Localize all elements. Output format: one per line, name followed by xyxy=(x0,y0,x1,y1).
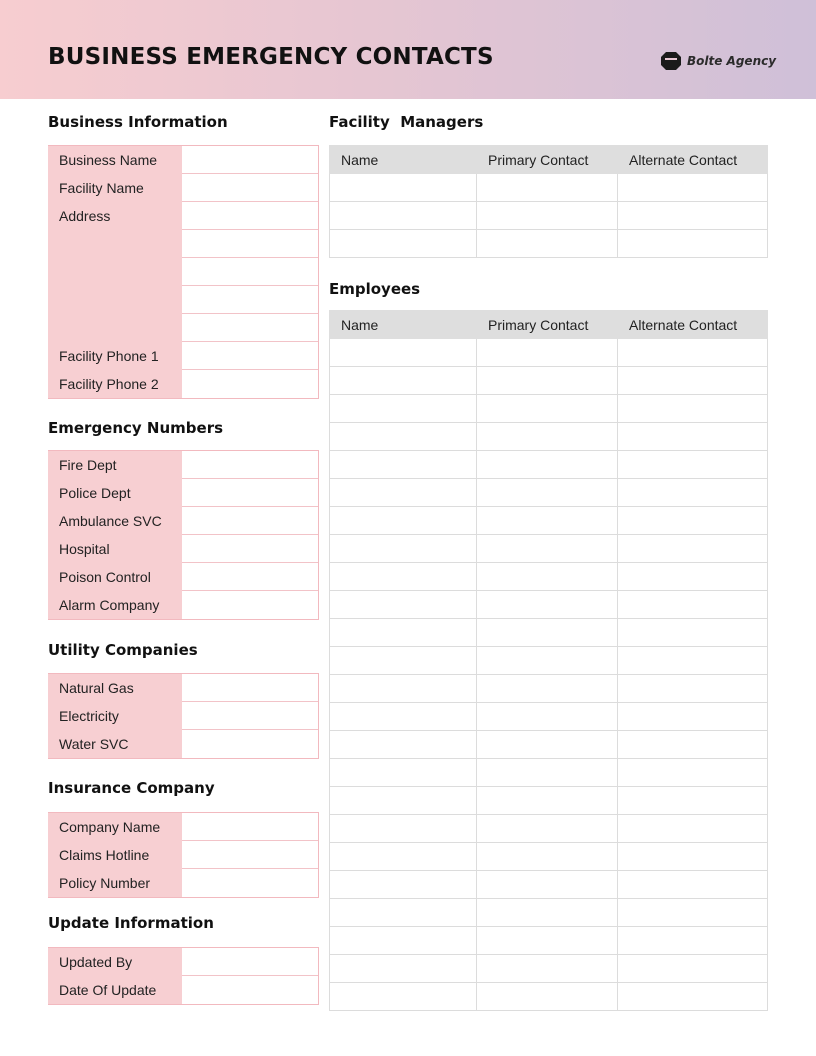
table-cell[interactable] xyxy=(477,703,618,731)
field-value[interactable] xyxy=(182,342,318,370)
table-cell[interactable] xyxy=(330,423,477,451)
brand xyxy=(660,50,776,72)
table-cell[interactable] xyxy=(477,899,618,927)
table-cell[interactable] xyxy=(618,479,768,507)
table-row xyxy=(330,339,768,367)
table-cell[interactable] xyxy=(330,395,477,423)
utility-companies-table xyxy=(48,673,319,759)
form-row xyxy=(48,507,318,535)
field-value[interactable] xyxy=(182,174,318,202)
form-row xyxy=(48,730,318,758)
field-value[interactable] xyxy=(182,841,318,869)
table-cell[interactable] xyxy=(477,563,618,591)
field-label: Updated By xyxy=(48,948,182,976)
octagon-logo-icon xyxy=(660,51,682,71)
table-cell[interactable] xyxy=(618,395,768,423)
field-value[interactable] xyxy=(182,451,318,479)
form-row xyxy=(48,342,318,370)
form-row xyxy=(48,286,318,314)
table-row xyxy=(330,423,768,451)
column-header: Primary Contact xyxy=(477,146,618,174)
column-header: Primary Contact xyxy=(477,311,618,339)
table-cell[interactable] xyxy=(618,843,768,871)
table-cell[interactable] xyxy=(618,675,768,703)
insurance-company-table xyxy=(48,812,319,898)
table-row xyxy=(330,535,768,563)
form-row xyxy=(48,174,318,202)
table-cell[interactable] xyxy=(477,787,618,815)
table-cell[interactable] xyxy=(477,230,618,258)
table-cell[interactable] xyxy=(330,759,477,787)
field-label: Facility Phone 2 xyxy=(48,370,182,398)
table-cell[interactable] xyxy=(618,899,768,927)
form-row xyxy=(48,563,318,591)
table-row xyxy=(330,787,768,815)
section-title-insurance: Insurance Company xyxy=(48,779,215,797)
section-title-emergency: Emergency Numbers xyxy=(48,419,224,437)
field-label: Claims Hotline xyxy=(48,841,182,869)
table-row xyxy=(330,703,768,731)
field-label xyxy=(48,230,182,258)
table-row xyxy=(330,647,768,675)
table-cell[interactable] xyxy=(477,339,618,367)
table-row xyxy=(330,507,768,535)
field-value[interactable] xyxy=(182,702,318,730)
field-label: Facility Name xyxy=(48,174,182,202)
form-row xyxy=(48,202,318,230)
table-cell[interactable] xyxy=(477,983,618,1011)
update-information-table xyxy=(48,947,319,1005)
table-cell[interactable] xyxy=(618,230,768,258)
table-cell[interactable] xyxy=(330,339,477,367)
table-cell[interactable] xyxy=(477,955,618,983)
table-cell[interactable] xyxy=(477,395,618,423)
form-row xyxy=(48,869,318,897)
form-row xyxy=(48,702,318,730)
table-cell[interactable] xyxy=(330,927,477,955)
table-cell[interactable] xyxy=(477,759,618,787)
table-cell[interactable] xyxy=(330,703,477,731)
table-cell[interactable] xyxy=(330,899,477,927)
table-row xyxy=(330,731,768,759)
table-row xyxy=(330,983,768,1011)
field-value[interactable] xyxy=(182,674,318,702)
table-row xyxy=(330,202,768,230)
table-cell[interactable] xyxy=(330,367,477,395)
table-cell[interactable] xyxy=(330,507,477,535)
column-header: Alternate Contact xyxy=(618,311,768,339)
employees-table xyxy=(329,310,768,1011)
table-cell[interactable] xyxy=(618,174,768,202)
field-value[interactable] xyxy=(182,202,318,230)
business-info-table xyxy=(48,145,319,399)
table-cell[interactable] xyxy=(477,535,618,563)
field-value[interactable] xyxy=(182,258,318,286)
table-cell[interactable] xyxy=(477,591,618,619)
table-cell[interactable] xyxy=(477,423,618,451)
brand-name: Bolte Agency xyxy=(687,54,777,68)
field-value[interactable] xyxy=(182,591,318,619)
field-value[interactable] xyxy=(182,479,318,507)
field-value[interactable] xyxy=(182,370,318,398)
table-cell[interactable] xyxy=(477,927,618,955)
facility-managers-table xyxy=(329,145,768,258)
table-row xyxy=(330,619,768,647)
field-label: Date Of Update xyxy=(48,976,182,1004)
column-header: Name xyxy=(330,146,477,174)
page-title: BUSINESS EMERGENCY CONTACTS xyxy=(48,44,494,70)
table-row xyxy=(330,230,768,258)
field-value[interactable] xyxy=(182,948,318,976)
field-label: Police Dept xyxy=(48,479,182,507)
table-cell[interactable] xyxy=(477,507,618,535)
table-cell[interactable] xyxy=(477,843,618,871)
field-label: Company Name xyxy=(48,813,182,841)
table-cell[interactable] xyxy=(477,367,618,395)
table-cell[interactable] xyxy=(330,202,477,230)
field-value[interactable] xyxy=(182,976,318,1004)
form-row xyxy=(48,948,318,976)
table-cell[interactable] xyxy=(330,787,477,815)
field-label: Facility Phone 1 xyxy=(48,342,182,370)
table-row xyxy=(330,899,768,927)
form-row xyxy=(48,841,318,869)
table-cell[interactable] xyxy=(618,451,768,479)
form-row xyxy=(48,314,318,342)
table-cell[interactable] xyxy=(330,479,477,507)
table-cell[interactable] xyxy=(618,955,768,983)
form-row xyxy=(48,258,318,286)
form-row xyxy=(48,370,318,398)
section-title-update: Update Information xyxy=(48,914,214,932)
table-cell[interactable] xyxy=(618,535,768,563)
field-label: Water SVC xyxy=(48,730,182,758)
table-cell[interactable] xyxy=(477,815,618,843)
field-label: Natural Gas xyxy=(48,674,182,702)
column-header: Alternate Contact xyxy=(618,146,768,174)
section-title-business: Business Information xyxy=(48,113,228,131)
form-row xyxy=(48,230,318,258)
table-cell[interactable] xyxy=(330,647,477,675)
table-row xyxy=(330,759,768,787)
field-label: Poison Control xyxy=(48,563,182,591)
field-value[interactable] xyxy=(182,535,318,563)
table-cell[interactable] xyxy=(477,451,618,479)
table-cell[interactable] xyxy=(330,955,477,983)
table-row xyxy=(330,395,768,423)
field-value[interactable] xyxy=(182,813,318,841)
field-value[interactable] xyxy=(182,507,318,535)
form-row xyxy=(48,674,318,702)
table-cell[interactable] xyxy=(618,759,768,787)
section-title-managers: Facility Managers xyxy=(329,113,484,131)
table-row xyxy=(330,871,768,899)
form-row xyxy=(48,535,318,563)
field-value[interactable] xyxy=(182,314,318,342)
table-cell[interactable] xyxy=(618,815,768,843)
table-cell[interactable] xyxy=(618,367,768,395)
table-cell[interactable] xyxy=(330,230,477,258)
field-label: Business Name xyxy=(48,146,182,174)
form-row xyxy=(48,451,318,479)
table-cell[interactable] xyxy=(330,535,477,563)
table-cell[interactable] xyxy=(330,563,477,591)
table-row xyxy=(330,563,768,591)
table-cell[interactable] xyxy=(477,731,618,759)
table-cell[interactable] xyxy=(477,647,618,675)
field-label: Fire Dept xyxy=(48,451,182,479)
table-row xyxy=(330,815,768,843)
table-cell[interactable] xyxy=(618,202,768,230)
table-cell[interactable] xyxy=(618,647,768,675)
field-value[interactable] xyxy=(182,286,318,314)
table-cell[interactable] xyxy=(330,174,477,202)
field-value[interactable] xyxy=(182,563,318,591)
table-cell[interactable] xyxy=(618,563,768,591)
column-header: Name xyxy=(330,311,477,339)
field-label: Ambulance SVC xyxy=(48,507,182,535)
field-label xyxy=(48,314,182,342)
table-cell[interactable] xyxy=(330,815,477,843)
table-row xyxy=(330,843,768,871)
emergency-numbers-table xyxy=(48,450,319,620)
table-cell[interactable] xyxy=(618,927,768,955)
table-row xyxy=(330,479,768,507)
table-row xyxy=(330,174,768,202)
table-cell[interactable] xyxy=(618,507,768,535)
field-label: Electricity xyxy=(48,702,182,730)
table-cell[interactable] xyxy=(477,675,618,703)
table-row xyxy=(330,955,768,983)
table-cell[interactable] xyxy=(618,731,768,759)
form-row xyxy=(48,813,318,841)
table-cell[interactable] xyxy=(618,871,768,899)
table-cell[interactable] xyxy=(477,479,618,507)
table-cell[interactable] xyxy=(330,871,477,899)
table-cell[interactable] xyxy=(618,703,768,731)
table-row xyxy=(330,451,768,479)
table-row xyxy=(330,591,768,619)
table-cell[interactable] xyxy=(330,843,477,871)
table-cell[interactable] xyxy=(330,451,477,479)
field-label: Address xyxy=(48,202,182,230)
header-band xyxy=(0,0,816,99)
section-title-employees: Employees xyxy=(329,280,421,298)
field-label: Alarm Company xyxy=(48,591,182,619)
field-label xyxy=(48,286,182,314)
section-title-utility: Utility Companies xyxy=(48,641,198,659)
table-cell[interactable] xyxy=(330,731,477,759)
table-cell[interactable] xyxy=(330,983,477,1011)
field-label: Policy Number xyxy=(48,869,182,897)
field-value[interactable] xyxy=(182,230,318,258)
table-cell[interactable] xyxy=(477,619,618,647)
field-value[interactable] xyxy=(182,869,318,897)
field-value[interactable] xyxy=(182,146,318,174)
table-cell[interactable] xyxy=(477,174,618,202)
table-cell[interactable] xyxy=(477,871,618,899)
table-cell[interactable] xyxy=(618,339,768,367)
form-row xyxy=(48,146,318,174)
table-cell[interactable] xyxy=(618,619,768,647)
form-row xyxy=(48,479,318,507)
field-value[interactable] xyxy=(182,730,318,758)
table-cell[interactable] xyxy=(330,619,477,647)
table-cell[interactable] xyxy=(618,787,768,815)
field-label: Hospital xyxy=(48,535,182,563)
table-row xyxy=(330,927,768,955)
table-header-row xyxy=(330,311,768,339)
table-cell[interactable] xyxy=(618,591,768,619)
field-label xyxy=(48,258,182,286)
table-cell[interactable] xyxy=(477,202,618,230)
table-cell[interactable] xyxy=(618,423,768,451)
table-cell[interactable] xyxy=(330,591,477,619)
form-row xyxy=(48,976,318,1004)
table-cell[interactable] xyxy=(618,983,768,1011)
table-row xyxy=(330,367,768,395)
table-header-row xyxy=(330,146,768,174)
table-row xyxy=(330,675,768,703)
table-cell[interactable] xyxy=(330,675,477,703)
form-row xyxy=(48,591,318,619)
